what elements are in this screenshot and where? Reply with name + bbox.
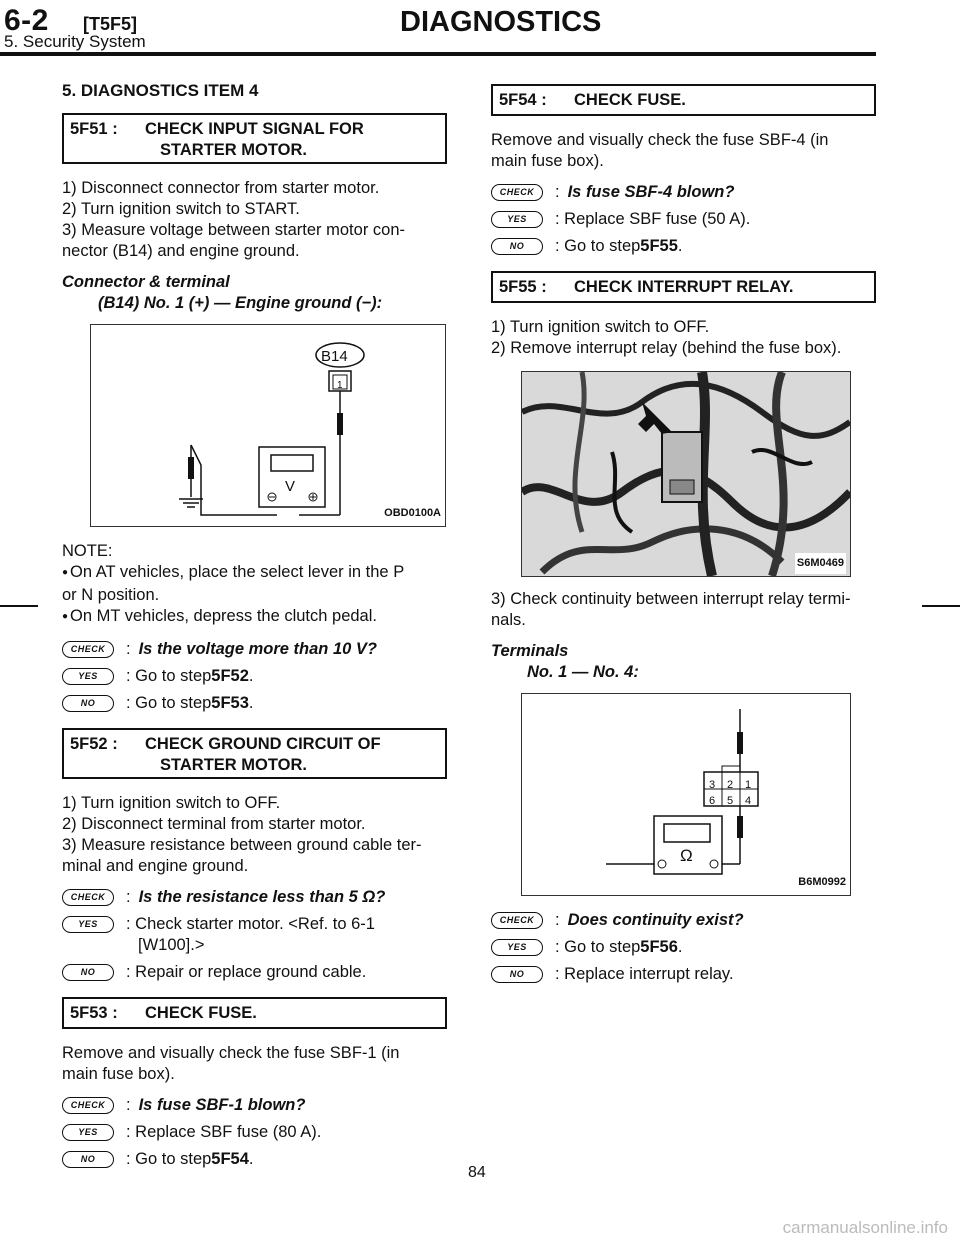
watermark: carmanualsonline.info bbox=[782, 1218, 948, 1237]
check-question: Is fuse SBF-4 blown? bbox=[567, 183, 735, 201]
voltage-circuit-svg bbox=[91, 325, 445, 526]
margin-mark-left bbox=[0, 605, 38, 607]
relay-pin: 6 bbox=[709, 795, 716, 807]
yes-text: : Check starter motor. <Ref. to 6-1 bbox=[126, 915, 375, 933]
step-title-line2: STARTER MOTOR. bbox=[160, 141, 307, 159]
check-question: Is the resistance less than 5 Ω? bbox=[138, 888, 386, 906]
step-5f53-box bbox=[62, 997, 447, 1029]
voltage-diagram bbox=[90, 324, 446, 527]
check-badge: CHECK bbox=[62, 641, 114, 658]
step-5f52-box bbox=[62, 728, 447, 779]
procedure-line: 2) Turn ignition switch to START. bbox=[62, 200, 300, 218]
procedure-line: nector (B14) and engine ground. bbox=[62, 242, 300, 260]
no-text: : Go to step bbox=[555, 237, 641, 255]
relay-photo-svg bbox=[522, 372, 850, 576]
yes-text: : Replace SBF fuse (80 A). bbox=[126, 1123, 322, 1141]
check-question: Does continuity exist? bbox=[567, 911, 744, 929]
figure-caption: B6M0992 bbox=[798, 876, 846, 888]
yes-badge: YES bbox=[491, 939, 543, 956]
check-colon: : bbox=[555, 183, 560, 201]
check-question: Is fuse SBF-1 blown? bbox=[138, 1096, 306, 1114]
period: . bbox=[677, 237, 683, 255]
check-colon: : bbox=[126, 1096, 131, 1114]
note-item bbox=[62, 562, 447, 585]
procedure-line: minal and engine ground. bbox=[62, 857, 249, 875]
check-colon: : bbox=[126, 888, 131, 906]
relay-pin: 1 bbox=[745, 779, 752, 791]
step-title-line2: STARTER MOTOR. bbox=[160, 756, 307, 774]
no-row bbox=[62, 1149, 447, 1170]
procedure-line: 3) Measure voltage between starter motor con- bbox=[62, 221, 405, 239]
step-5f51-box bbox=[62, 113, 447, 164]
yes-text: : Go to step bbox=[126, 667, 212, 685]
period: . bbox=[248, 694, 254, 712]
yes-text: : Go to step bbox=[555, 938, 641, 956]
step-code: 5F53 : bbox=[70, 1004, 118, 1022]
no-badge: NO bbox=[62, 1151, 114, 1168]
photo-caption: S6M0469 bbox=[795, 553, 846, 574]
yes-badge: YES bbox=[491, 211, 543, 228]
voltmeter-label: V bbox=[285, 478, 296, 495]
procedure-line: 1) Turn ignition switch to OFF. bbox=[491, 318, 710, 336]
step-code: 5F52 : bbox=[70, 735, 118, 753]
item-heading: 5. DIAGNOSTICS ITEM 4 bbox=[62, 81, 259, 100]
check-question: Is the voltage more than 10 V? bbox=[138, 640, 377, 658]
no-step-ref: 5F55 bbox=[640, 237, 678, 255]
terminal-label-detail: (B14) No. 1 (+) — Engine ground (−): bbox=[98, 294, 383, 312]
check-badge: CHECK bbox=[62, 889, 114, 906]
no-badge: NO bbox=[62, 964, 114, 981]
check-row bbox=[491, 182, 876, 203]
procedure-line: main fuse box). bbox=[491, 152, 604, 170]
note-text: On AT vehicles, place the select lever in the P bbox=[70, 563, 405, 581]
procedure-line: Remove and visually check the fuse SBF-4 (in bbox=[491, 131, 829, 149]
left-column bbox=[62, 80, 447, 1176]
step-code: 5F54 : bbox=[499, 91, 547, 109]
no-text: : Replace interrupt relay. bbox=[555, 965, 734, 983]
yes-badge: YES bbox=[62, 1124, 114, 1141]
ohmmeter-label: Ω bbox=[680, 846, 693, 865]
margin-mark-right bbox=[922, 605, 960, 607]
procedure-line: nals. bbox=[491, 611, 526, 629]
yes-text-block bbox=[126, 914, 375, 956]
no-row bbox=[491, 964, 876, 985]
step-title: CHECK FUSE. bbox=[145, 1004, 257, 1022]
check-row bbox=[491, 910, 876, 931]
procedure-line: 1) Turn ignition switch to OFF. bbox=[62, 794, 281, 812]
procedure-line: main fuse box). bbox=[62, 1065, 175, 1083]
no-row bbox=[491, 236, 876, 257]
no-badge: NO bbox=[491, 966, 543, 983]
right-column bbox=[491, 84, 876, 991]
yes-row bbox=[62, 666, 447, 687]
procedure-line: 2) Remove interrupt relay (behind the fuse box). bbox=[491, 339, 842, 357]
no-text: : Repair or replace ground cable. bbox=[126, 963, 367, 981]
yes-row bbox=[491, 209, 876, 230]
no-text: : Go to step bbox=[126, 694, 212, 712]
yes-text-cont: [W100].> bbox=[138, 936, 205, 954]
yes-badge: YES bbox=[62, 916, 114, 933]
check-badge: CHECK bbox=[491, 184, 543, 201]
relay-pin: 3 bbox=[709, 779, 716, 791]
continuity-diagram bbox=[521, 693, 851, 896]
check-row bbox=[62, 887, 447, 908]
section-subtitle: 5. Security System bbox=[4, 32, 146, 51]
no-step-ref: 5F53 bbox=[211, 694, 249, 712]
check-badge: CHECK bbox=[62, 1097, 114, 1114]
step-5f54-box bbox=[491, 84, 876, 116]
procedure-line: Remove and visually check the fuse SBF-1 (in bbox=[62, 1044, 400, 1062]
yes-row bbox=[62, 914, 447, 956]
procedure-line: 1) Disconnect connector from starter motor. bbox=[62, 179, 380, 197]
relay-pin: 4 bbox=[745, 795, 752, 807]
note-text: On MT vehicles, depress the clutch pedal. bbox=[70, 607, 377, 625]
no-badge: NO bbox=[491, 238, 543, 255]
yes-text: : Replace SBF fuse (50 A). bbox=[555, 210, 751, 228]
relay-pin: 2 bbox=[727, 779, 734, 791]
procedure-line: 2) Disconnect terminal from starter motor. bbox=[62, 815, 366, 833]
step-5f55-box bbox=[491, 271, 876, 303]
terminal-label: Terminals bbox=[491, 642, 569, 660]
page-title: DIAGNOSTICS bbox=[400, 6, 602, 38]
no-step-ref: 5F54 bbox=[211, 1150, 249, 1168]
step-title: CHECK INTERRUPT RELAY. bbox=[574, 278, 794, 296]
period: . bbox=[677, 938, 683, 956]
step-title-line1: CHECK INPUT SIGNAL FOR bbox=[145, 120, 364, 138]
step-title-line1: CHECK GROUND CIRCUIT OF bbox=[145, 735, 381, 753]
no-row bbox=[62, 693, 447, 714]
yes-row bbox=[491, 937, 876, 958]
yes-badge: YES bbox=[62, 668, 114, 685]
period: . bbox=[248, 667, 254, 685]
check-colon: : bbox=[126, 640, 131, 658]
yes-step-ref: 5F56 bbox=[640, 938, 678, 956]
step-code: 5F55 : bbox=[499, 278, 547, 296]
yes-step-ref: 5F52 bbox=[211, 667, 249, 685]
check-colon: : bbox=[555, 911, 560, 929]
procedure-line: 3) Check continuity between interrupt relay termi- bbox=[491, 590, 851, 608]
relay-location-photo bbox=[521, 371, 851, 577]
check-row bbox=[62, 639, 447, 660]
yes-row bbox=[62, 1122, 447, 1143]
note-item-cont: or N position. bbox=[62, 586, 160, 604]
step-code: 5F51 : bbox=[70, 120, 118, 138]
connector-label: B14 bbox=[321, 348, 348, 365]
page-number: 84 bbox=[468, 1164, 486, 1181]
figure-caption: OBD0100A bbox=[384, 507, 441, 519]
section-code: [T5F5] bbox=[83, 14, 137, 34]
check-badge: CHECK bbox=[491, 912, 543, 929]
step-title: CHECK FUSE. bbox=[574, 91, 686, 109]
check-row bbox=[62, 1095, 447, 1116]
terminal-label: Connector & terminal bbox=[62, 273, 230, 291]
pin-label: 1 bbox=[337, 380, 343, 391]
note-item bbox=[62, 606, 447, 629]
procedure-line: 3) Measure resistance between ground cable ter- bbox=[62, 836, 422, 854]
relay-pin: 5 bbox=[727, 795, 734, 807]
section-number: 6-2 bbox=[4, 4, 49, 37]
no-text: : Go to step bbox=[126, 1150, 212, 1168]
period: . bbox=[248, 1150, 254, 1168]
header-rule bbox=[0, 52, 876, 56]
note-title: NOTE: bbox=[62, 542, 113, 560]
no-badge: NO bbox=[62, 695, 114, 712]
terminal-label-detail: No. 1 — No. 4: bbox=[527, 663, 639, 681]
no-row bbox=[62, 962, 447, 983]
